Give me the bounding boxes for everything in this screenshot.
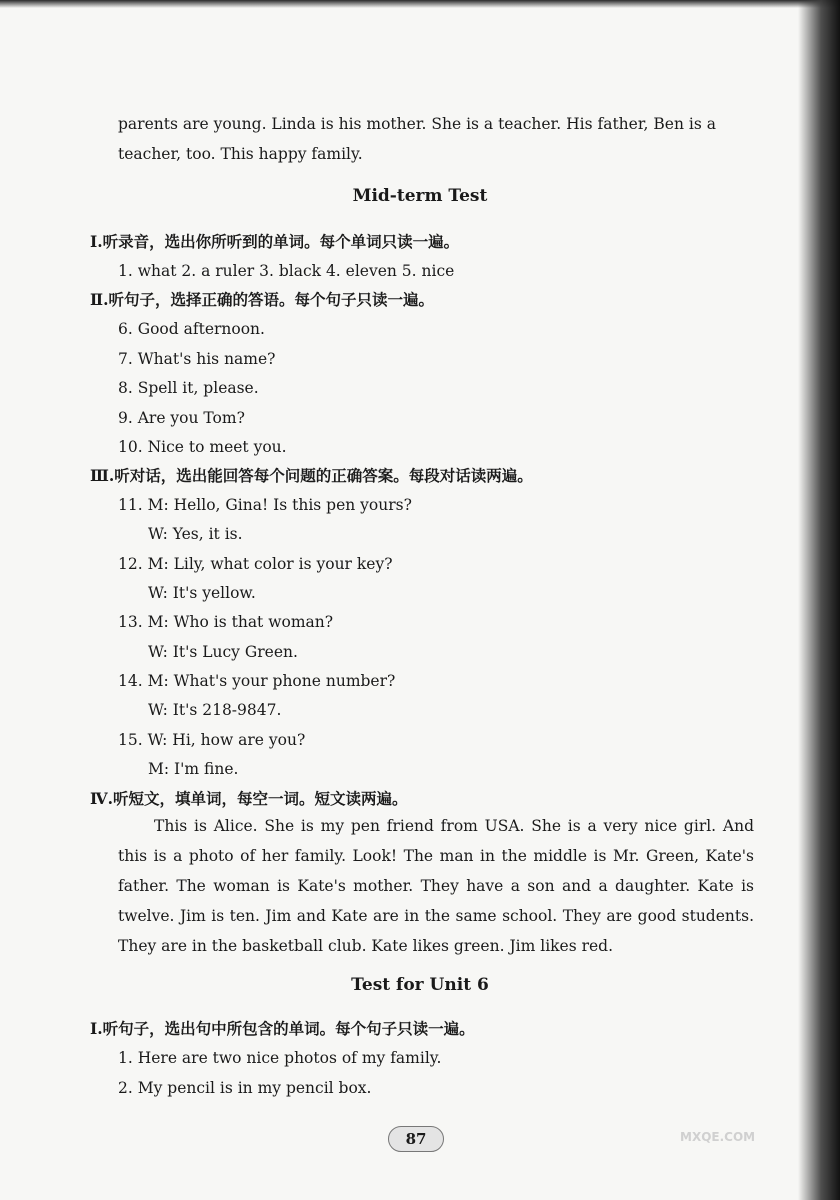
list-item: 9. Are you Tom?: [118, 409, 245, 427]
section-title: Test for Unit 6: [351, 975, 489, 995]
list-item: 8. Spell it, please.: [118, 379, 259, 397]
list-item: 1. Here are two nice photos of my family.: [118, 1049, 442, 1067]
paragraph-line: teacher, too. This happy family.: [118, 145, 363, 163]
heading-text: 听对话，选出能回答每个问题的正确答案。每段对话读两遍。: [114, 467, 533, 485]
page-number: 87: [388, 1126, 444, 1152]
scan-top-edge: [0, 0, 840, 8]
list-item: 2. My pencil is in my pencil box.: [118, 1079, 372, 1097]
question-heading: [90, 1019, 475, 1039]
heading-text: 听句子，选出句中所包含的单词。每个句子只读一遍。: [102, 1020, 475, 1038]
list-item: 6. Good afternoon.: [118, 320, 265, 338]
heading-number: Ⅲ.: [90, 466, 115, 485]
dialogue-line: W: It's Lucy Green.: [148, 643, 298, 661]
question-heading: [90, 232, 459, 252]
dialogue-line: 13. M: Who is that woman?: [118, 613, 334, 631]
scan-right-edge: [798, 0, 840, 1200]
dialogue-line: 14. M: What's your phone number?: [118, 672, 396, 690]
list-item: 7. What's his name?: [118, 350, 276, 368]
dialogue-line: W: It's 218-9847.: [148, 701, 282, 719]
heading-text: 听短文，填单词，每空一词。短文读两遍。: [113, 790, 408, 808]
passage: This is Alice. She is my pen friend from USA. She is a very nice girl. And this is a photo of her family. Look! The man in the middle is Mr. Green, Kate's father. The woman is Kate's mother. They have a son and a daughter. Kate is twelve. Jim is ten. Jim and Kate are in the same school. They are good students. They are in the basketball club. Kate likes green. Jim likes red.: [118, 817, 754, 955]
heading-number: Ⅳ.: [90, 789, 113, 808]
dialogue-line: W: It's yellow.: [148, 584, 256, 602]
dialogue-line: 15. W: Hi, how are you?: [118, 731, 306, 749]
question-heading: [90, 466, 533, 486]
heading-number: Ⅱ.: [90, 290, 109, 309]
heading-text: 听录音，选出你所听到的单词。每个单词只读一遍。: [102, 233, 460, 251]
list-item: 10. Nice to meet you.: [118, 438, 287, 456]
word-list: 1. what 2. a ruler 3. black 4. eleven 5. nice: [118, 262, 455, 280]
section-title: Mid-term Test: [352, 186, 488, 206]
heading-number: Ⅰ.: [90, 232, 103, 251]
dialogue-line: W: Yes, it is.: [148, 525, 243, 543]
question-heading: [90, 789, 408, 809]
watermark-logo: MXQE.COM: [680, 1130, 756, 1144]
paragraph-line: parents are young. Linda is his mother. She is a teacher. His father, Ben is a: [118, 115, 716, 133]
dialogue-line: 12. M: Lily, what color is your key?: [118, 555, 393, 573]
dialogue-line: 11. M: Hello, Gina! Is this pen yours?: [118, 496, 412, 514]
heading-number: Ⅰ.: [90, 1019, 103, 1038]
heading-text: 听句子，选择正确的答语。每个句子只读一遍。: [108, 291, 434, 309]
dialogue-line: M: I'm fine.: [148, 760, 239, 778]
question-heading: [90, 290, 434, 310]
